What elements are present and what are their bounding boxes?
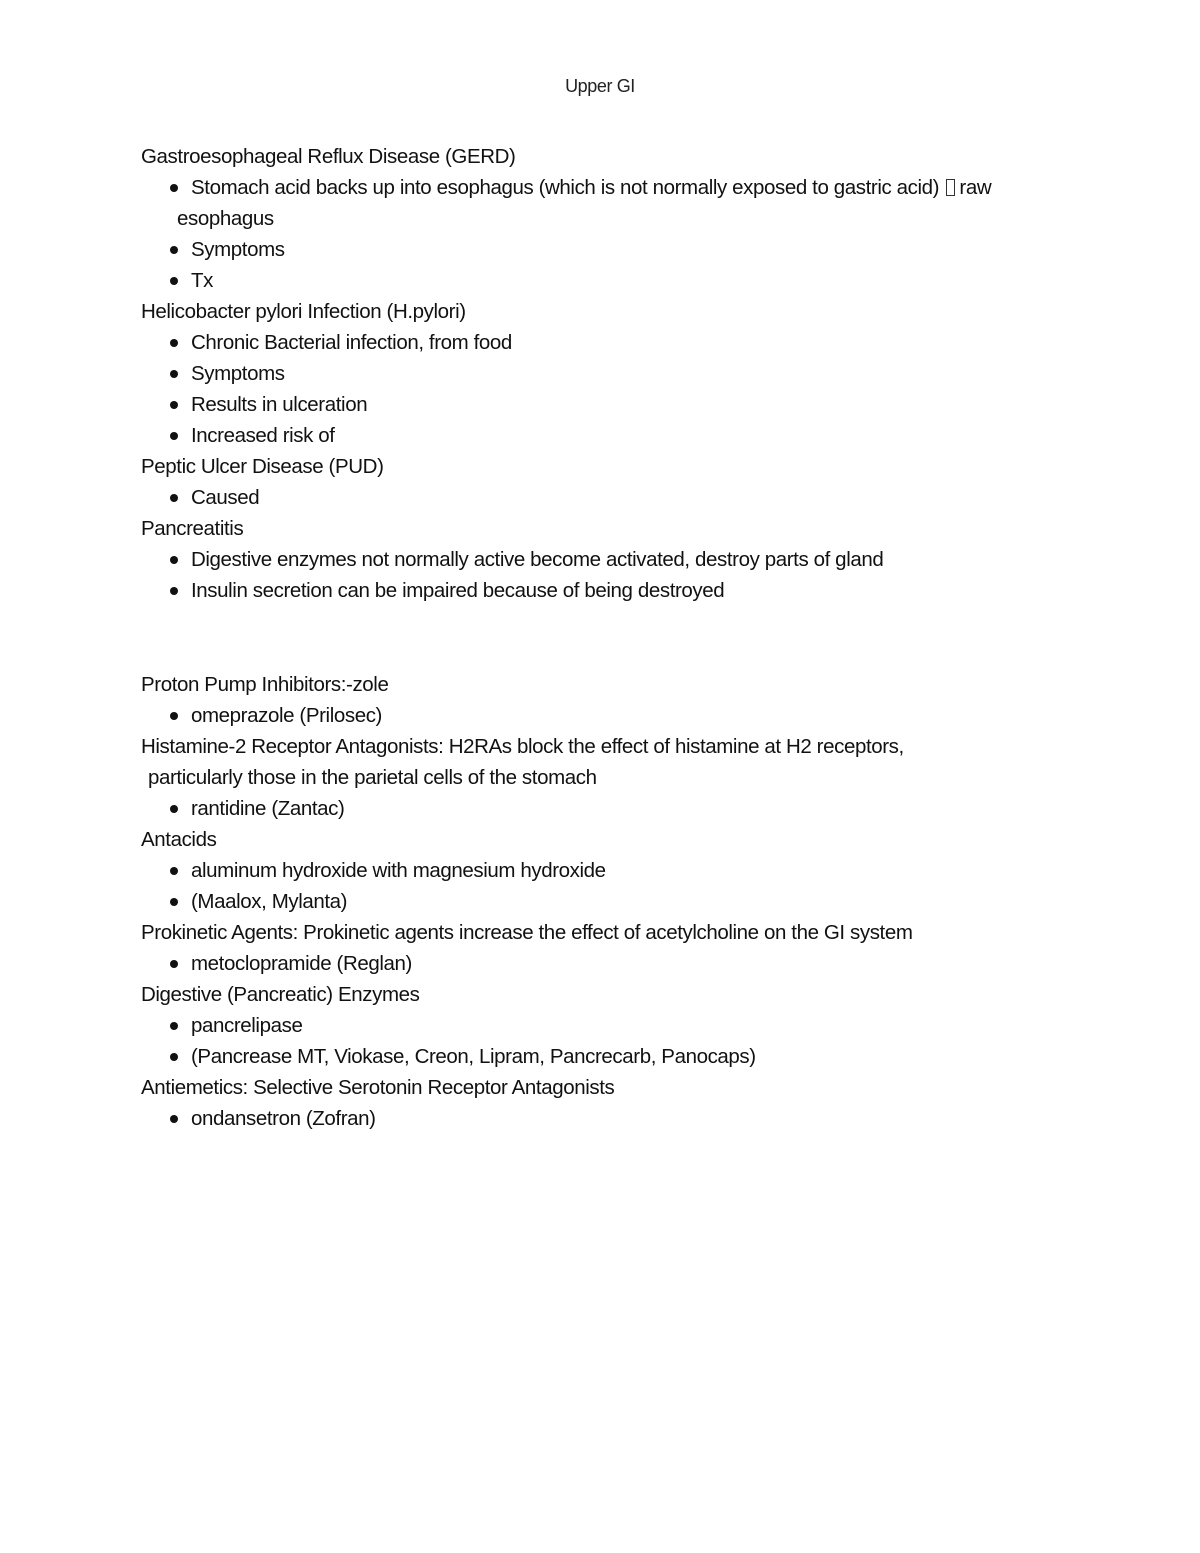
list-item-text: (Pancrease MT, Viokase, Creon, Lipram, Pancrecarb, Panocaps) [191,1045,756,1068]
list-item-text: Chronic Bacterial infection, from food [191,331,512,354]
pancreatitis-heading: Pancreatitis [141,517,244,540]
list-item-text: rantidine (Zantac) [191,797,345,820]
bullet-icon [170,246,178,254]
bullet-icon [170,401,178,409]
list-item-text: (Maalox, Mylanta) [191,890,348,913]
list-item [141,234,1101,265]
ppi-heading: Proton Pump Inhibitors:-zole [141,673,389,696]
list-item [141,793,1101,824]
prokinetic-heading: Prokinetic Agents: Prokinetic agents increase the effect of acetylcholine on the GI system [141,921,913,944]
bullet-icon [170,339,178,347]
list-item [141,482,1101,513]
bullet-icon [170,494,178,502]
gerd-bullet-text: Stomach acid backs up into esophagus (which is not normally exposed to gastric acid) [191,176,940,199]
list-item-text: aluminum hydroxide with magnesium hydroxide [191,859,606,882]
list-item [141,1041,1101,1072]
h2ra-heading-continuation: particularly those in the parietal cells of the stomach [148,766,597,789]
document-body [141,141,1101,1134]
section-spacer [141,606,1101,669]
h2ra-heading: Histamine-2 Receptor Antagonists: H2RAs block the effect of histamine at H2 receptors, [141,735,904,758]
list-item [141,1010,1101,1041]
bullet-icon [170,867,178,875]
list-item [141,1103,1101,1134]
antiemetics-heading: Antiemetics: Selective Serotonin Receptor Antagonists [141,1076,615,1099]
bullet-icon [170,370,178,378]
list-item [141,389,1101,420]
bullet-icon [170,712,178,720]
list-item [141,886,1101,917]
list-item-text: Insulin secretion can be impaired because of being destroyed [191,579,725,602]
list-item [141,172,1101,203]
antacids-heading: Antacids [141,828,217,851]
list-item [141,358,1101,389]
list-item-text: Tx [191,269,213,292]
gerd-heading: Gastroesophageal Reflux Disease (GERD) [141,145,516,168]
list-item [141,327,1101,358]
missing-glyph-icon [946,179,955,196]
bullet-icon [170,1115,178,1123]
list-item [141,265,1101,296]
list-item [141,855,1101,886]
list-item-continuation: esophagus [177,207,274,230]
pud-heading: Peptic Ulcer Disease (PUD) [141,455,384,478]
list-item [141,700,1101,731]
page-title: Upper GI [565,76,635,96]
list-item [141,420,1101,451]
list-item-text: Symptoms [191,238,285,261]
list-item-text: Caused [191,486,260,509]
list-item-text: Digestive enzymes not normally active become activated, destroy parts of gland [191,548,884,571]
gerd-bullet-text-after: raw [959,176,992,199]
list-item-text: pancrelipase [191,1014,303,1037]
bullet-icon [170,1022,178,1030]
bullet-icon [170,960,178,968]
bullet-icon [170,556,178,564]
list-item-text: metoclopramide (Reglan) [191,952,412,975]
list-item [141,948,1101,979]
list-item-text: omeprazole (Prilosec) [191,704,382,727]
bullet-icon [170,587,178,595]
list-item-text: Symptoms [191,362,285,385]
list-item-text: Increased risk of [191,424,335,447]
list-item [141,544,1101,575]
list-item [141,575,1101,606]
bullet-icon [170,277,178,285]
bullet-icon [170,1053,178,1061]
enzymes-heading: Digestive (Pancreatic) Enzymes [141,983,420,1006]
bullet-icon [170,805,178,813]
bullet-icon [170,432,178,440]
bullet-icon [170,898,178,906]
list-item-text: ondansetron (Zofran) [191,1107,376,1130]
bullet-icon [170,184,178,192]
list-item-text: Results in ulceration [191,393,368,416]
hpylori-heading: Helicobacter pylori Infection (H.pylori) [141,300,466,323]
